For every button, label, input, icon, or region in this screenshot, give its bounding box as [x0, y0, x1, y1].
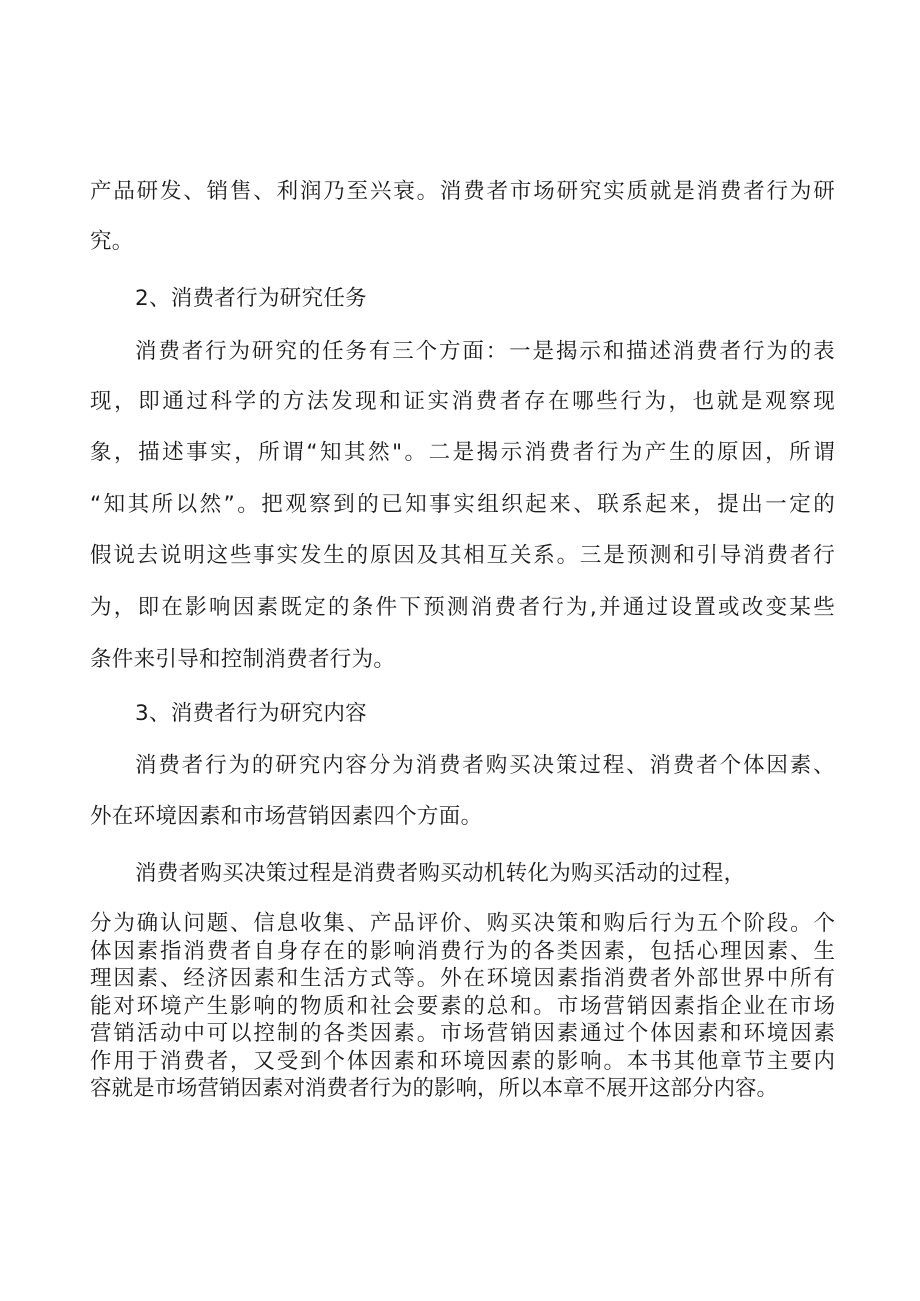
paragraph-line: 外在环境因素和市场营销因素四个方面。 — [90, 804, 483, 829]
paragraph-line: 假说去说明这些事实发生的原因及其相互关系。三是预测和引导消费者行 — [90, 543, 835, 568]
paragraph-line: 产品研发、销售、利润乃至兴衰。消费者市场研究实质就是消费者行为研 — [90, 179, 835, 204]
paragraph-line: 容就是市场营销因素对消费者行为的影响，所以本章不展开这部分内容。 — [90, 1076, 779, 1101]
paragraph-line: 作用于消费者，又受到个体因素和环境因素的影响。本书其他章节主要内 — [90, 1048, 835, 1074]
section-heading: 3、消费者行为研究内容 — [135, 701, 367, 726]
paragraph-line: 消费者购买决策过程是消费者购买动机转化为购买活动的过程， — [135, 861, 746, 886]
paragraph-line: 能对环境产生影响的物质和社会要素的总和。市场营销因素指企业在市场 — [90, 993, 835, 1019]
paragraph-line: 理因素、经济因素和生活方式等。外在环境因素指消费者外部世界中所有 — [90, 966, 835, 991]
section-heading: 2、消费者行为研究任务 — [135, 286, 367, 311]
paragraph-line: 究。 — [90, 229, 134, 254]
paragraph-line: 条件来引导和控制消费者行为。 — [90, 647, 396, 672]
paragraph-line: “知其所以然”。把观察到的已知事实组织起来、联系起来，提出一定的 — [90, 492, 835, 517]
paragraph-line: 体因素指消费者自身存在的影响消费行为的各类因素，包括心理因素、生 — [90, 938, 835, 964]
paragraph-line: 消费者行为研究的任务有三个方面：一是揭示和描述消费者行为的表 — [135, 339, 835, 364]
paragraph-line: 消费者行为的研究内容分为消费者购买决策过程、消费者个体因素、 — [135, 753, 835, 778]
paragraph-line: 为，即在影响因素既定的条件下预测消费者行为,并通过设置或改变某些 — [90, 595, 835, 620]
dense-paragraph — [90, 910, 835, 1103]
paragraph-line: 营销活动中可以控制的各类因素。市场营销因素通过个体因素和环境因素 — [90, 1021, 835, 1046]
paragraph-line: 象，描述事实，所谓“知其然"。二是揭示消费者行为产生的原因，所谓 — [90, 440, 835, 465]
paragraph-line: 分为确认问题、信息收集、产品评价、购买决策和购后行为五个阶段。个 — [90, 911, 835, 936]
paragraph-line: 现，即通过科学的方法发现和证实消费者存在哪些行为，也就是观察现 — [90, 389, 835, 414]
